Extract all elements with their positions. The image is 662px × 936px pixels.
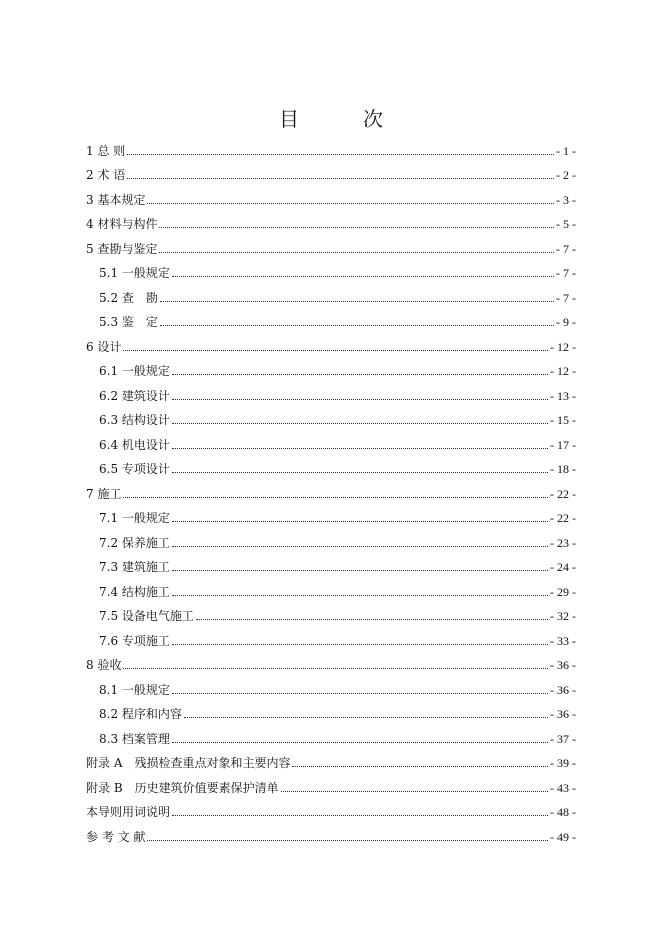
dot-leader (172, 570, 548, 571)
toc-entry-label: 7 施工 (86, 486, 122, 501)
dot-leader (159, 227, 554, 228)
toc-entry-page-number: - 7 - (556, 290, 576, 305)
toc-entry-label: 附录 B 历史建筑价值要素保护清单 (86, 780, 279, 795)
toc-entry[interactable] (86, 552, 576, 577)
toc-entry[interactable] (86, 356, 576, 381)
dot-leader (281, 791, 548, 792)
toc-entry-label: 本导则用词说明 (86, 805, 171, 819)
toc-entry[interactable] (86, 699, 576, 724)
toc-entry-page-number: - 49 - (550, 829, 576, 844)
dot-leader (172, 595, 548, 596)
toc-entry-label: 4 材料与构件 (86, 217, 158, 231)
toc-entry-page-number: - 24 - (550, 560, 576, 574)
toc-entry[interactable] (86, 307, 576, 332)
dot-leader (172, 374, 548, 375)
toc-entry-page-number: - 9 - (556, 315, 576, 329)
toc-entry[interactable] (86, 429, 576, 454)
dot-leader (172, 815, 548, 816)
toc-entry-label: 2 术 语 (86, 168, 126, 182)
dot-leader (127, 178, 554, 179)
dot-leader (172, 423, 548, 424)
dot-leader (172, 399, 548, 400)
dot-leader (147, 840, 548, 841)
toc-entry-page-number: - 7 - (556, 266, 576, 280)
toc-entry[interactable] (86, 380, 576, 405)
toc-entry-page-number: - 29 - (550, 584, 576, 599)
toc-entry-label: 7.6 专项施工 (99, 633, 170, 648)
dot-leader (172, 276, 554, 277)
dot-leader (172, 472, 548, 473)
toc-entry-page-number: - 7 - (556, 241, 576, 256)
toc-entry[interactable] (86, 527, 576, 552)
dot-leader (172, 693, 548, 694)
toc-entry[interactable] (86, 821, 576, 846)
toc-entry-page-number: - 39 - (550, 756, 576, 770)
toc-entry-page-number: - 15 - (550, 413, 576, 427)
toc-entry-page-number: - 37 - (550, 731, 576, 746)
toc-entry-label: 5.3 鉴 定 (99, 315, 158, 329)
toc-entry-page-number: - 33 - (550, 633, 576, 648)
toc-entry[interactable] (86, 454, 576, 479)
table-of-contents (86, 135, 576, 846)
toc-entry[interactable] (86, 748, 576, 773)
toc-entry-label: 7.2 保养施工 (99, 535, 170, 550)
toc-entry[interactable] (86, 405, 576, 430)
toc-entry-page-number: - 1 - (556, 143, 576, 158)
toc-entry-page-number: - 5 - (556, 217, 576, 231)
toc-entry-page-number: - 43 - (550, 780, 576, 795)
toc-entry-label: 参 考 文 献 (86, 829, 146, 844)
toc-entry-label: 6.3 结构设计 (99, 413, 170, 427)
dot-leader (172, 644, 548, 645)
toc-entry[interactable] (86, 674, 576, 699)
dot-leader (159, 252, 554, 253)
toc-entry-label: 6.1 一般规定 (99, 364, 170, 378)
dot-leader (160, 325, 554, 326)
toc-entry-label: 8.3 档案管理 (99, 731, 170, 746)
dot-leader (172, 521, 548, 522)
dot-leader (292, 766, 548, 767)
toc-entry[interactable] (86, 331, 576, 356)
toc-entry-page-number: - 36 - (550, 682, 576, 697)
dot-leader (172, 448, 548, 449)
toc-entry-label: 6.5 专项设计 (99, 462, 170, 476)
dot-leader (172, 742, 548, 743)
toc-entry[interactable] (86, 478, 576, 503)
toc-entry[interactable] (86, 258, 576, 283)
toc-entry-label: 7.3 建筑施工 (99, 560, 170, 574)
toc-entry-page-number: - 12 - (550, 364, 576, 378)
toc-entry-label: 5.1 一般规定 (99, 266, 170, 280)
toc-entry[interactable] (86, 160, 576, 185)
dot-leader (172, 546, 548, 547)
toc-entry-label: 7.4 结构施工 (99, 584, 170, 599)
toc-entry-label: 5.2 查 勘 (99, 290, 158, 305)
toc-entry-page-number: - 18 - (550, 462, 576, 476)
toc-entry-label: 6.4 机电设计 (99, 437, 170, 452)
toc-entry-page-number: - 48 - (550, 805, 576, 819)
toc-entry[interactable] (86, 282, 576, 307)
toc-entry[interactable] (86, 723, 576, 748)
toc-entry-label: 5 查勘与鉴定 (86, 241, 158, 256)
toc-entry-label: 7.1 一般规定 (99, 511, 170, 525)
toc-entry-page-number: - 36 - (550, 707, 576, 721)
toc-entry-label: 8 验收 (86, 658, 122, 672)
dot-leader (123, 668, 548, 669)
toc-entry[interactable] (86, 209, 576, 234)
toc-entry-page-number: - 23 - (550, 535, 576, 550)
toc-entry-page-number: - 22 - (550, 511, 576, 525)
toc-entry[interactable] (86, 503, 576, 528)
toc-entry-page-number: - 22 - (550, 486, 576, 501)
toc-entry-label: 7.5 设备电气施工 (99, 609, 194, 623)
dot-leader (184, 717, 548, 718)
toc-entry-label: 8.2 程序和内容 (99, 707, 182, 721)
toc-entry[interactable] (86, 650, 576, 675)
dot-leader (196, 619, 548, 620)
toc-entry-label: 1 总 则 (86, 143, 126, 158)
toc-entry-page-number: - 2 - (556, 168, 576, 182)
toc-entry-label: 8.1 一般规定 (99, 682, 170, 697)
dot-leader (123, 350, 548, 351)
dot-leader (127, 154, 554, 155)
toc-entry-label: 3 基本规定 (86, 192, 146, 207)
toc-entry-label: 6 设计 (86, 339, 122, 354)
toc-entry[interactable] (86, 772, 576, 797)
toc-entry-page-number: - 32 - (550, 609, 576, 623)
toc-entry-page-number: - 13 - (550, 388, 576, 403)
toc-entry[interactable] (86, 576, 576, 601)
toc-entry[interactable] (86, 797, 576, 822)
toc-entry[interactable] (86, 184, 576, 209)
toc-entry-label: 附录 A 残损检查重点对象和主要内容 (86, 756, 291, 770)
toc-entry-page-number: - 3 - (556, 192, 576, 207)
dot-leader (123, 497, 548, 498)
page-title: 目 次 (279, 107, 405, 131)
toc-entry-page-number: - 17 - (550, 437, 576, 452)
toc-entry-page-number: - 36 - (550, 658, 576, 672)
toc-entry[interactable] (86, 601, 576, 626)
dot-leader (147, 203, 554, 204)
dot-leader (160, 301, 554, 302)
toc-entry-page-number: - 12 - (550, 339, 576, 354)
toc-entry-label: 6.2 建筑设计 (99, 388, 170, 403)
toc-entry[interactable] (86, 233, 576, 258)
toc-entry[interactable] (86, 625, 576, 650)
toc-entry[interactable] (86, 135, 576, 160)
